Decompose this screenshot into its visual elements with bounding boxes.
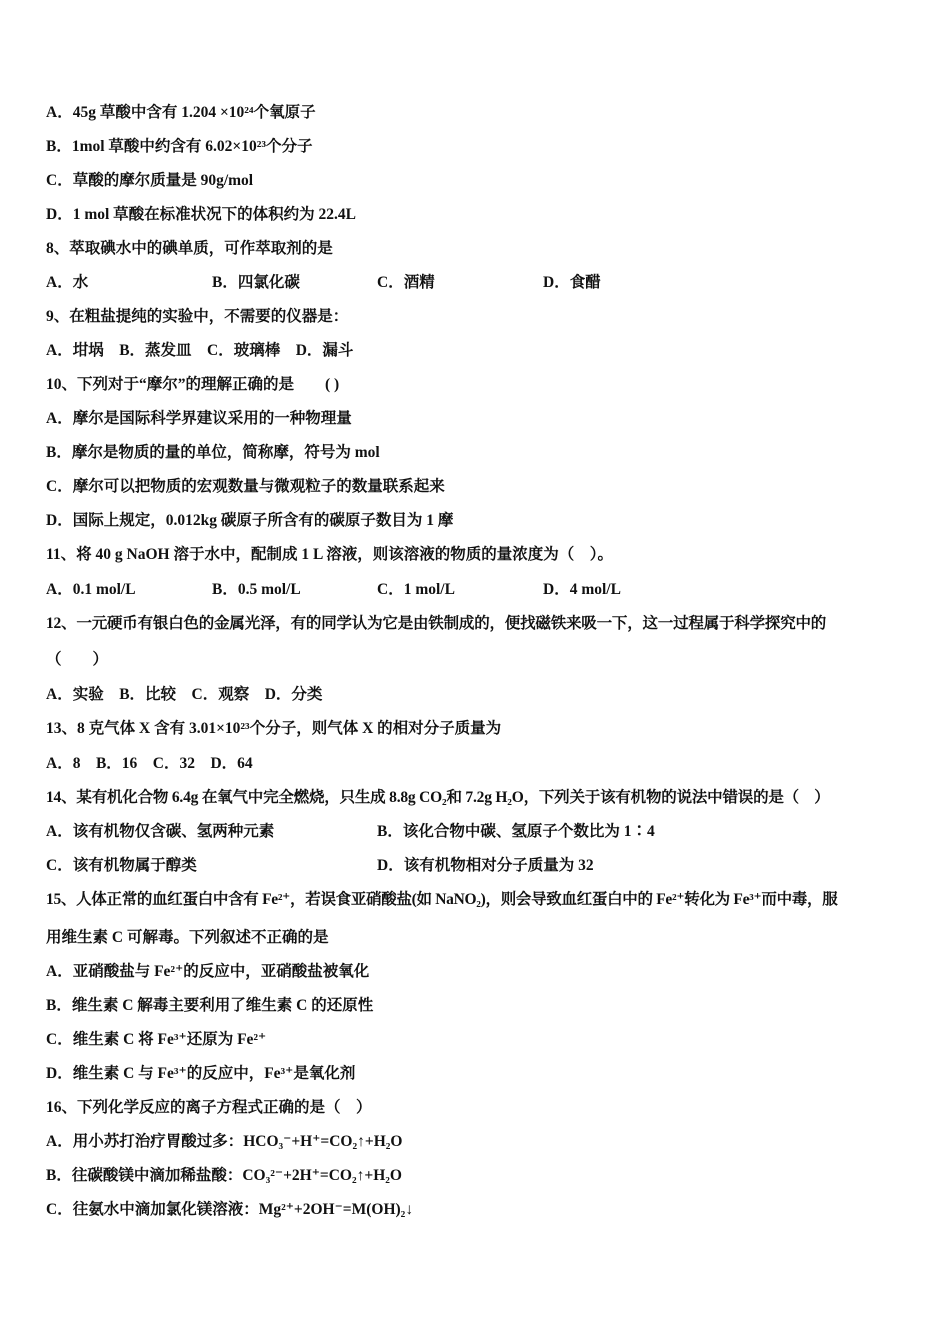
q15-option-d: D．维生素 C 与 Fe³⁺的反应中，Fe³⁺是氧化剂	[46, 1065, 356, 1082]
q16-option-a: A．用小苏打治疗胃酸过多：HCO₃⁻+H⁺=CO₂↑+H₂O	[46, 1133, 403, 1150]
q11-stem: 11、将 40 g NaOH 溶于水中，配制成 1 L 溶液，则该溶液的物质的量浓度为（ ）。	[46, 546, 614, 563]
q13-stem: 13、8 克气体 X 含有 3.01×10²³个分子，则气体 X 的相对分子质量为	[46, 720, 502, 737]
q15-stem: 15、人体正常的血红蛋白中含有 Fe²⁺，若误食亚硝酸盐(如 NaNO₂)，则会导致血红蛋白中的 Fe²⁺转化为 Fe³⁺而中毒，服	[46, 891, 838, 908]
q9-stem: 9、在粗盐提纯的实验中，不需要的仪器是：	[46, 308, 349, 325]
q14-option-c: C．该有机物属于醇类	[46, 857, 197, 874]
q15-option-a: A．亚硝酸盐与 Fe²⁺的反应中，亚硝酸盐被氧化	[46, 963, 370, 980]
q11-option-b: B．0.5 mol/L	[212, 581, 301, 598]
q8-option-a: A．水	[46, 274, 89, 291]
q8-stem: 8、萃取碘水中的碘单质，可作萃取剂的是	[46, 240, 333, 257]
q9-options: A．坩埚 B．蒸发皿 C．玻璃棒 D．漏斗	[46, 342, 354, 359]
q12-options: A．实验 B．比较 C．观察 D．分类	[46, 686, 323, 703]
q11-option-d: D．4 mol/L	[543, 581, 621, 598]
q10-option-d: D．国际上规定，0.012kg 碳原子所含有的碳原子数目为 1 摩	[46, 512, 454, 529]
q15-option-b: B．维生素 C 解毒主要利用了维生素 C 的还原性	[46, 997, 374, 1014]
q15-option-c: C．维生素 C 将 Fe³⁺还原为 Fe²⁺	[46, 1031, 267, 1048]
q11-option-a: A．0.1 mol/L	[46, 581, 136, 598]
q14-option-d: D．该有机物相对分子质量为 32	[377, 857, 594, 874]
q14-stem: 14、某有机化合物 6.4g 在氧气中完全燃烧，只生成 8.8g CO₂和 7.2g H₂O，下列关于该有机物的说法中错误的是（ ）	[46, 789, 830, 806]
q7-option-a: A．45g 草酸中含有 1.204 ×10²⁴个氧原子	[46, 104, 316, 121]
q16-stem: 16、下列化学反应的离子方程式正确的是（ ）	[46, 1099, 372, 1116]
q11-option-c: C．1 mol/L	[377, 581, 455, 598]
q14-option-b: B．该化合物中碳、氢原子个数比为 1∶4	[377, 823, 655, 840]
q12-stem-cont: （ ）	[46, 651, 109, 668]
q10-stem: 10、下列对于“摩尔”的理解正确的是 ( )	[46, 376, 340, 393]
q10-option-b: B．摩尔是物质的量的单位，简称摩，符号为 mol	[46, 444, 380, 461]
q8-option-c: C．酒精	[377, 274, 435, 291]
q10-option-a: A．摩尔是国际科学界建议采用的一种物理量	[46, 410, 352, 427]
q13-options: A．8 B．16 C．32 D．64	[46, 755, 253, 772]
q10-option-c: C．摩尔可以把物质的宏观数量与微观粒子的数量联系起来	[46, 478, 445, 495]
q7-option-b: B．1mol 草酸中约含有 6.02×10²³个分子	[46, 138, 313, 155]
q8-option-d: D．食醋	[543, 274, 601, 291]
q12-stem: 12、一元硬币有银白色的金属光泽，有的同学认为它是由铁制成的，便找磁铁来吸一下，这一过程属于科学探究中的	[46, 615, 827, 632]
q16-option-b: B．往碳酸镁中滴加稀盐酸：CO₃²⁻+2H⁺=CO₂↑+H₂O	[46, 1167, 402, 1184]
q15-stem-cont: 用维生素 C 可解毒。下列叙述不正确的是	[46, 929, 329, 946]
q7-option-d: D．1 mol 草酸在标准状况下的体积约为 22.4L	[46, 206, 357, 223]
q14-option-a: A．该有机物仅含碳、氢两种元素	[46, 823, 275, 840]
q7-option-c: C．草酸的摩尔质量是 90g/mol	[46, 172, 254, 189]
q8-option-b: B．四氯化碳	[212, 274, 300, 291]
q16-option-c: C．往氨水中滴加氯化镁溶液：Mg²⁺+2OH⁻=M(OH)₂↓	[46, 1201, 414, 1218]
